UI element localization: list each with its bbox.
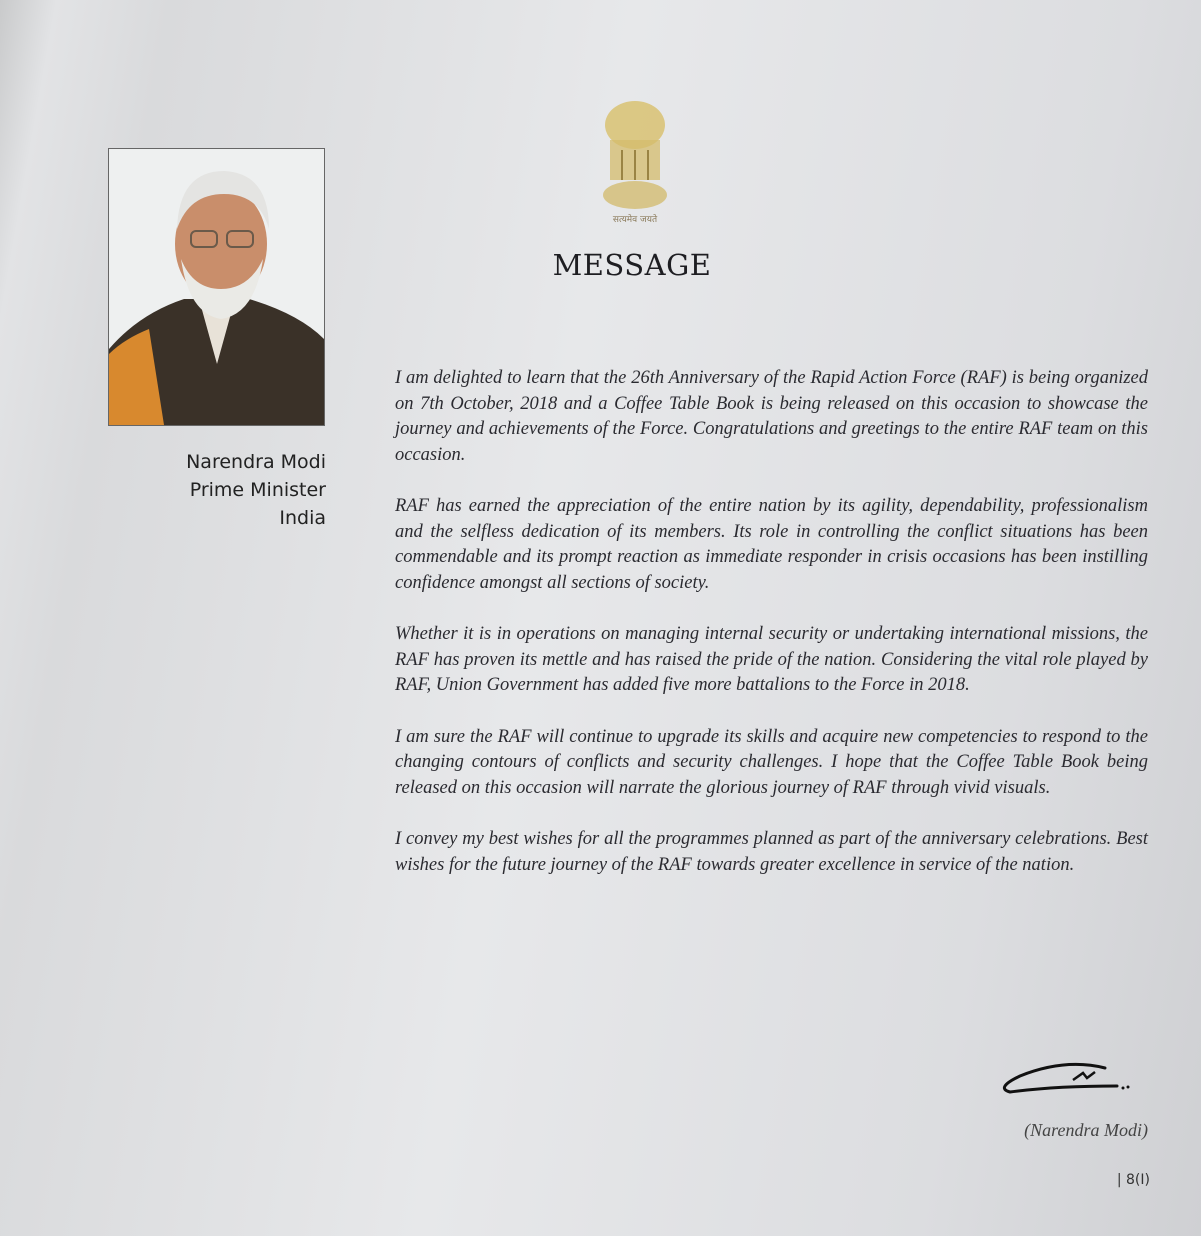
portrait-photo	[108, 148, 325, 426]
national-emblem-icon	[592, 95, 678, 230]
profile-title: Prime Minister	[189, 479, 326, 501]
paragraph: I am sure the RAF will continue to upgrade its skills and acquire new competencies to respond to the changing contours of conflicts and security challenges. I hope that the Coffee Table Book being released on this occasion will narrate the glorious journey of RAF through vivid visuals.	[395, 726, 1148, 798]
signed-name: (Narendra Modi)	[1024, 1120, 1148, 1140]
profile-country: India	[279, 507, 326, 529]
paragraph: Whether it is in operations on managing internal security or undertaking international missions, the RAF has proven its mettle and has raised the pride of the nation. Considering the vital role played by RAF, Union Government has added five more battalions to the Force in 2018.	[395, 624, 1148, 695]
profile-name: Narendra Modi	[186, 451, 326, 473]
paragraph: RAF has earned the appreciation of the entire nation by its agility, dependability, professionalism and the selfless dedication of its members. Its role in controlling the conflict situations has been commendable and its prompt reaction as immediate responder in crisis occasions has been instilling confidence amongst all sections of society.	[395, 496, 1148, 593]
emblem-caption: सत्यमेव जयते	[612, 215, 658, 225]
paragraph: I am delighted to learn that the 26th Anniversary of the Rapid Action Force (RAF) is being organized on 7th October, 2018 and a Coffee Table Book is being released on this occasion to showcase the journey and achievements of the Force. Congratulations and greetings to the entire RAF team on this occasion.	[395, 368, 1148, 465]
paragraph: I convey my best wishes for all the programmes planned as part of the anniversary celebrations. Best wishes for the future journey of the RAF towards greater excellence in service of the nation.	[395, 829, 1148, 875]
page-number: | 8(I)	[1116, 1172, 1150, 1188]
portrait-image	[109, 149, 324, 425]
handwritten-signature	[995, 1058, 1135, 1098]
page-title: MESSAGE	[552, 248, 712, 282]
profile-caption	[100, 448, 326, 532]
message-body	[395, 366, 1148, 904]
